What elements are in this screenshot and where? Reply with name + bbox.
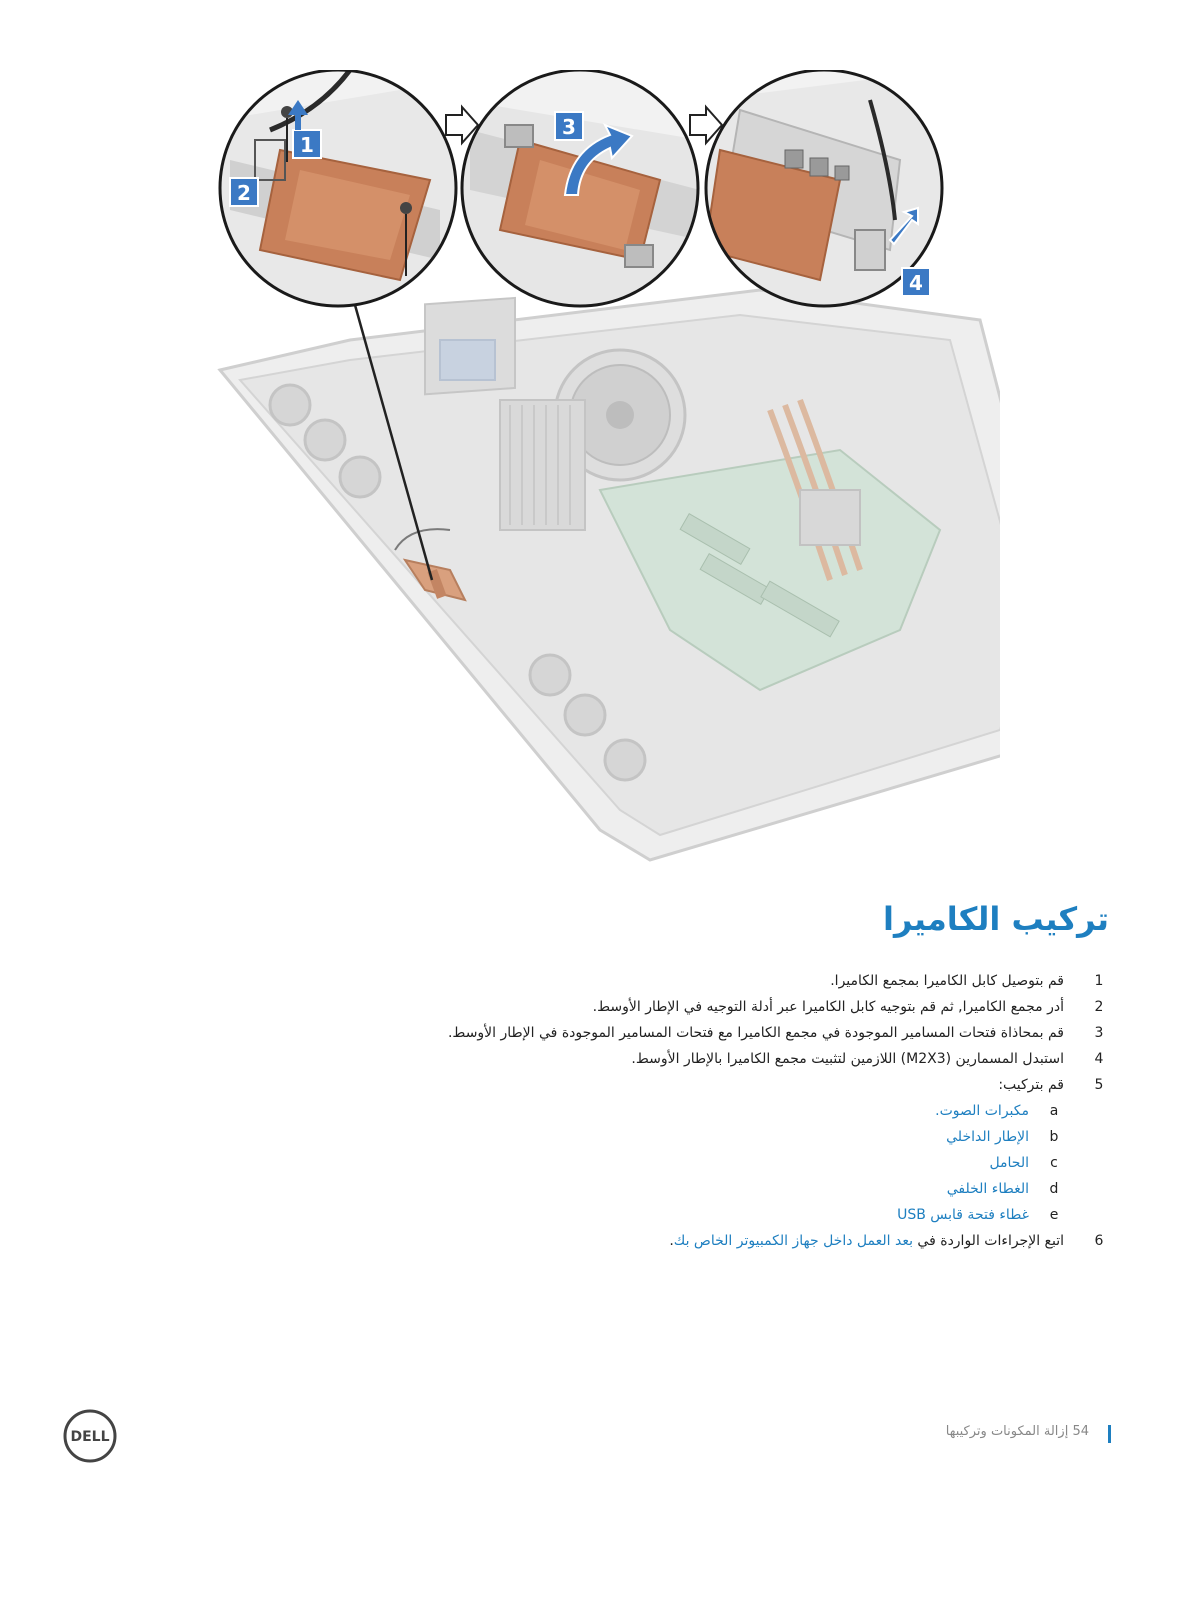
link-speakers[interactable]: مكبرات الصوت. xyxy=(935,1103,1029,1119)
step-text: قم بتوصيل كابل الكاميرا بمجمع الكاميرا. xyxy=(830,973,1064,989)
heatsink xyxy=(500,400,585,530)
step-item xyxy=(409,994,1109,1020)
page-number: 54 xyxy=(1072,1424,1089,1439)
step-text: قم بتركيب: xyxy=(998,1077,1064,1093)
step-item xyxy=(409,1228,1109,1254)
step-number: 4 xyxy=(1094,1051,1104,1067)
substep-item[interactable] xyxy=(409,1176,1109,1202)
zoom-circle-1 xyxy=(220,70,460,320)
svg-text:1: 1 xyxy=(300,133,314,157)
step-item xyxy=(409,1072,1109,1098)
step-text: اتبع الإجراءات الواردة في xyxy=(912,1233,1064,1249)
substep-letter: e xyxy=(1049,1207,1059,1223)
link-back-cover[interactable]: الغطاء الخلفي xyxy=(946,1181,1029,1197)
svg-text:2: 2 xyxy=(237,181,251,205)
callout-1 xyxy=(293,130,321,158)
section-name: إزالة المكونات وتركيبها xyxy=(945,1424,1069,1439)
computer-chassis xyxy=(220,290,1000,860)
installation-steps xyxy=(409,968,1109,1254)
substep-letter: b xyxy=(1049,1129,1059,1145)
callout-2 xyxy=(230,178,258,206)
substep-letter: a xyxy=(1049,1103,1059,1119)
substep-item[interactable] xyxy=(409,1124,1109,1150)
substep-item[interactable] xyxy=(409,1098,1109,1124)
step-item xyxy=(409,1046,1109,1072)
step-text: أدر مجمع الكاميرا, ثم قم بتوجيه كابل الكاميرا عبر أدلة التوجيه في الإطار الأوسط. xyxy=(592,999,1064,1015)
substep-letter: d xyxy=(1049,1181,1059,1197)
camera-installation-illustration xyxy=(200,70,1000,870)
step-item xyxy=(409,968,1109,994)
step-text: استبدل المسمارين (M2X3) اللازمين لتثبيت مجمع الكاميرا بالإطار الأوسط. xyxy=(631,1051,1064,1067)
page-title: تركيب الكاميرا xyxy=(883,900,1109,938)
zoom-circle-3 xyxy=(705,70,945,320)
callout-3 xyxy=(555,112,583,140)
svg-text:4: 4 xyxy=(909,271,923,295)
step-number: 5 xyxy=(1094,1077,1104,1093)
link-inner-frame[interactable]: الإطار الداخلي xyxy=(946,1129,1029,1145)
dell-logo xyxy=(62,1408,118,1464)
substep-item[interactable] xyxy=(409,1202,1109,1228)
link-usb-cover[interactable]: غطاء فتحة قابس USB xyxy=(897,1207,1029,1223)
footer-accent-bar xyxy=(1108,1425,1111,1443)
footer xyxy=(946,1424,1089,1439)
svg-text:DELL: DELL xyxy=(70,1429,110,1445)
step-text-end: . xyxy=(669,1233,674,1249)
substep-letter: c xyxy=(1050,1155,1058,1171)
step-number: 2 xyxy=(1094,999,1104,1015)
svg-text:3: 3 xyxy=(562,115,576,139)
link-after-working[interactable]: بعد العمل داخل جهاز الكمبيوتر الخاص بك xyxy=(673,1233,913,1249)
step-text: قم بمحاذاة فتحات المسامير الموجودة في مجمع الكاميرا مع فتحات المسامير الموجودة في الإطار الأوسط. xyxy=(447,1025,1064,1041)
substep-item[interactable] xyxy=(409,1150,1109,1176)
step-number: 6 xyxy=(1094,1233,1104,1249)
zoom-circle-2 xyxy=(460,70,700,320)
callout-4 xyxy=(902,268,930,296)
step-number: 3 xyxy=(1094,1025,1104,1041)
step-item xyxy=(409,1020,1109,1046)
link-stand[interactable]: الحامل xyxy=(989,1155,1029,1171)
step-number: 1 xyxy=(1094,973,1104,989)
